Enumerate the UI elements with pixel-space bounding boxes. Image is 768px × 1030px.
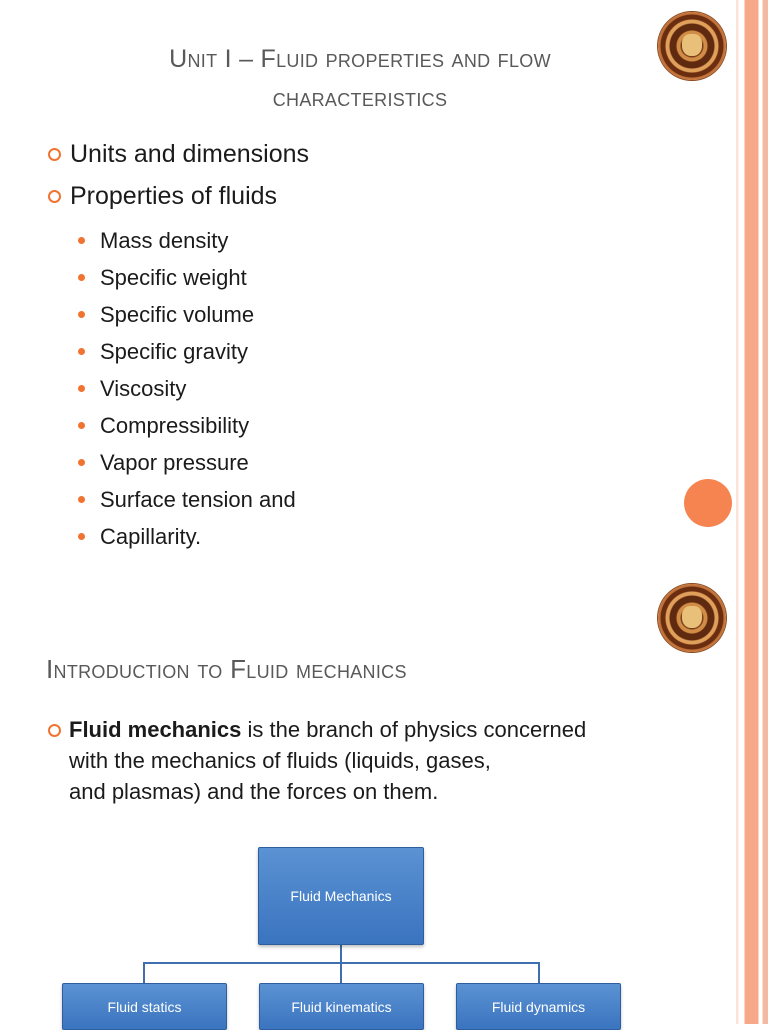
- dot-bullet-icon: [78, 459, 85, 466]
- dot-bullet-icon: [78, 311, 85, 318]
- dot-bullet-icon: [78, 385, 85, 392]
- connector-line: [143, 962, 145, 983]
- bullet-text: Properties of fluids: [70, 182, 278, 210]
- list-item-text: Specific gravity: [100, 338, 248, 364]
- list-item: [78, 222, 296, 259]
- bullet-properties: [48, 182, 277, 211]
- list-item: [78, 481, 296, 518]
- slide-title: [60, 40, 660, 118]
- dot-bullet-icon: [78, 237, 85, 244]
- paragraph-line-3: and plasmas) and the forces on them.: [69, 779, 439, 804]
- list-item: [78, 407, 296, 444]
- diagram-node-kinematics: Fluid kinematics: [259, 983, 424, 1030]
- connector-line: [340, 943, 342, 963]
- bullet-text: Units and dimensions: [70, 140, 310, 168]
- list-item: [78, 259, 296, 296]
- dot-bullet-icon: [78, 274, 85, 281]
- list-item-text: Specific volume: [100, 301, 255, 327]
- bold-term: Fluid mechanics: [69, 717, 242, 742]
- ring-bullet-icon: [48, 190, 61, 203]
- diagram-node-root: Fluid Mechanics: [258, 847, 424, 945]
- orange-circle-ornament: [684, 479, 732, 527]
- paragraph-line-2: with the mechanics of fluids (liquids, gases,: [69, 748, 491, 773]
- list-item-text: Surface tension and: [100, 486, 296, 512]
- slide-title-line2: characteristics: [272, 84, 448, 112]
- dot-bullet-icon: [78, 348, 85, 355]
- college-seal-icon: [658, 12, 726, 80]
- list-item: [78, 296, 296, 333]
- ring-bullet-icon: [48, 148, 61, 161]
- dot-bullet-icon: [78, 533, 85, 540]
- paragraph-line-1: [69, 714, 688, 745]
- ring-bullet-icon: [48, 724, 61, 737]
- diagram-node-statics: Fluid statics: [62, 983, 227, 1030]
- list-item-text: Specific weight: [100, 264, 247, 290]
- slide-divider: [0, 568, 736, 570]
- dot-bullet-icon: [78, 422, 85, 429]
- section-title: Introduction to Fluid mechanics: [46, 654, 407, 684]
- list-item-text: Mass density: [100, 227, 229, 253]
- definition-paragraph: [48, 714, 688, 807]
- list-item-text: Capillarity.: [100, 523, 202, 549]
- diagram-node-dynamics: Fluid dynamics: [456, 983, 621, 1030]
- dot-bullet-icon: [78, 496, 85, 503]
- connector-line: [340, 962, 342, 983]
- list-item-text: Viscosity: [100, 375, 187, 401]
- slide-title-line1: Unit I – Fluid properties and flow: [169, 45, 551, 73]
- list-item-text: Compressibility: [100, 412, 250, 438]
- list-item: [78, 333, 296, 370]
- connector-line: [538, 962, 540, 983]
- list-item: [78, 444, 296, 481]
- property-list: [78, 222, 296, 555]
- line-1-rest: is the branch of physics concerned: [241, 717, 587, 742]
- list-item: [78, 370, 296, 407]
- college-seal-icon: [658, 584, 726, 652]
- bullet-units: [48, 140, 309, 169]
- list-item-text: Vapor pressure: [100, 449, 249, 475]
- list-item: [78, 518, 296, 555]
- right-border-decoration: [736, 0, 768, 1024]
